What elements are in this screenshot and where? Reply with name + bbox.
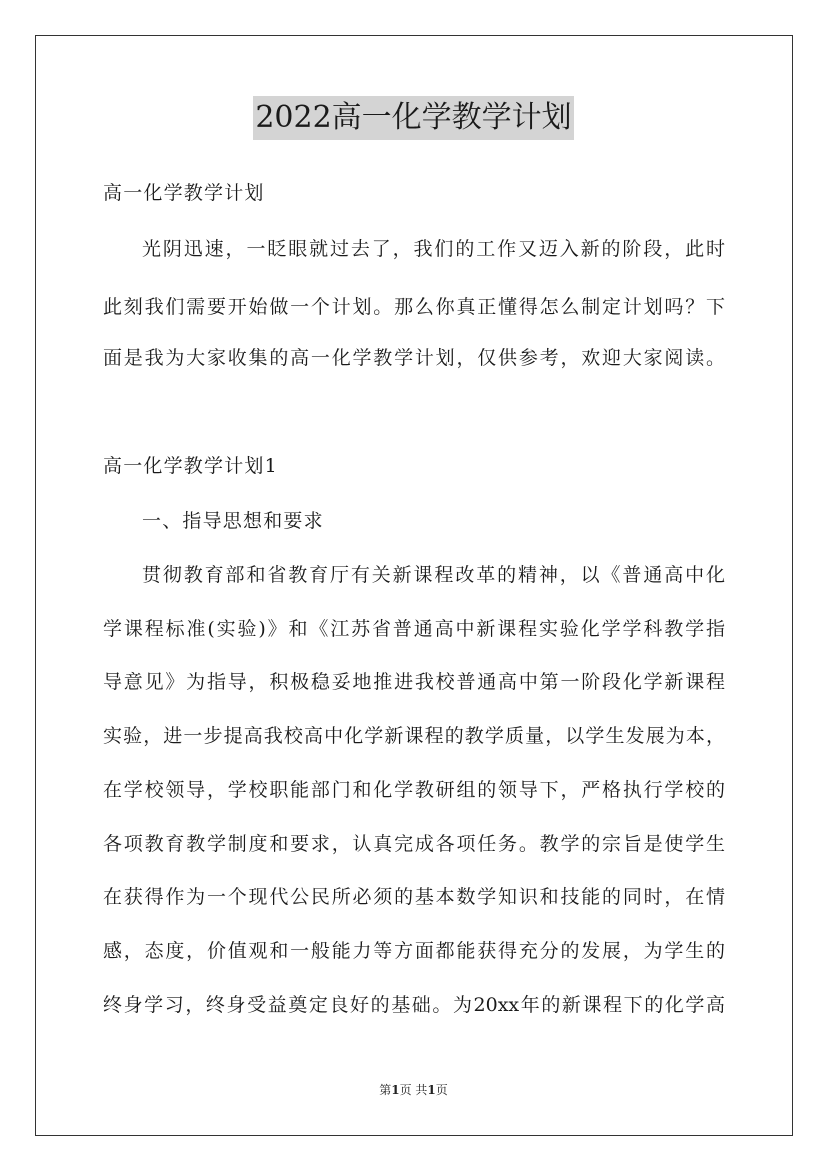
- intro-line: 此刻我们需要开始做一个计划。那么你真正懂得怎么制定计划吗？下: [103, 296, 725, 318]
- body-line: 终身学习，终身受益奠定良好的基础。为20xx年的新课程下的化学高: [103, 994, 725, 1016]
- document-subtitle: 高一化学教学计划: [103, 182, 265, 204]
- body-line: 导意见》为指导，积极稳妥地推进我校普通高中第一阶段化学新课程: [103, 671, 725, 693]
- body-line: 各项教育教学制度和要求，认真完成各项任务。教学的宗旨是使学生: [103, 833, 725, 855]
- body-line: 学课程标准(实验)》和《江苏省普通高中新课程实验化学学科教学指: [103, 618, 725, 640]
- footer-page-prefix: 第: [379, 1083, 392, 1097]
- footer-page-current: 1: [391, 1083, 400, 1097]
- body-line: 感，态度，价值观和一般能力等方面都能获得充分的发展，为学生的: [103, 940, 725, 962]
- footer-page-suffix: 页: [435, 1083, 448, 1097]
- title-container: [0, 96, 827, 140]
- body-line: 在获得作为一个现代公民所必须的基本数学知识和技能的同时，在情: [103, 886, 725, 908]
- body-line: 实验，进一步提高我校高中化学新课程的教学质量，以学生发展为本，: [103, 725, 725, 747]
- document-title: 2022高一化学教学计划: [253, 96, 573, 140]
- intro-line: 面是我为大家收集的高一化学教学计划，仅供参考，欢迎大家阅读。: [103, 347, 725, 369]
- body-line: 在学校领导，学校职能部门和化学教研组的领导下，严格执行学校的: [103, 779, 725, 801]
- body-line: 贯彻教育部和省教育厅有关新课程改革的精神，以《普通高中化: [142, 564, 725, 586]
- intro-line: 光阴迅速，一眨眼就过去了，我们的工作又迈入新的阶段，此时: [142, 238, 725, 260]
- footer-page-mid: 页 共: [399, 1083, 428, 1097]
- page-footer: [0, 1082, 827, 1098]
- section-heading: 高一化学教学计划1: [103, 455, 278, 477]
- footer-page-total: 1: [427, 1083, 436, 1097]
- section-subheading: 一、指导思想和要求: [142, 510, 324, 532]
